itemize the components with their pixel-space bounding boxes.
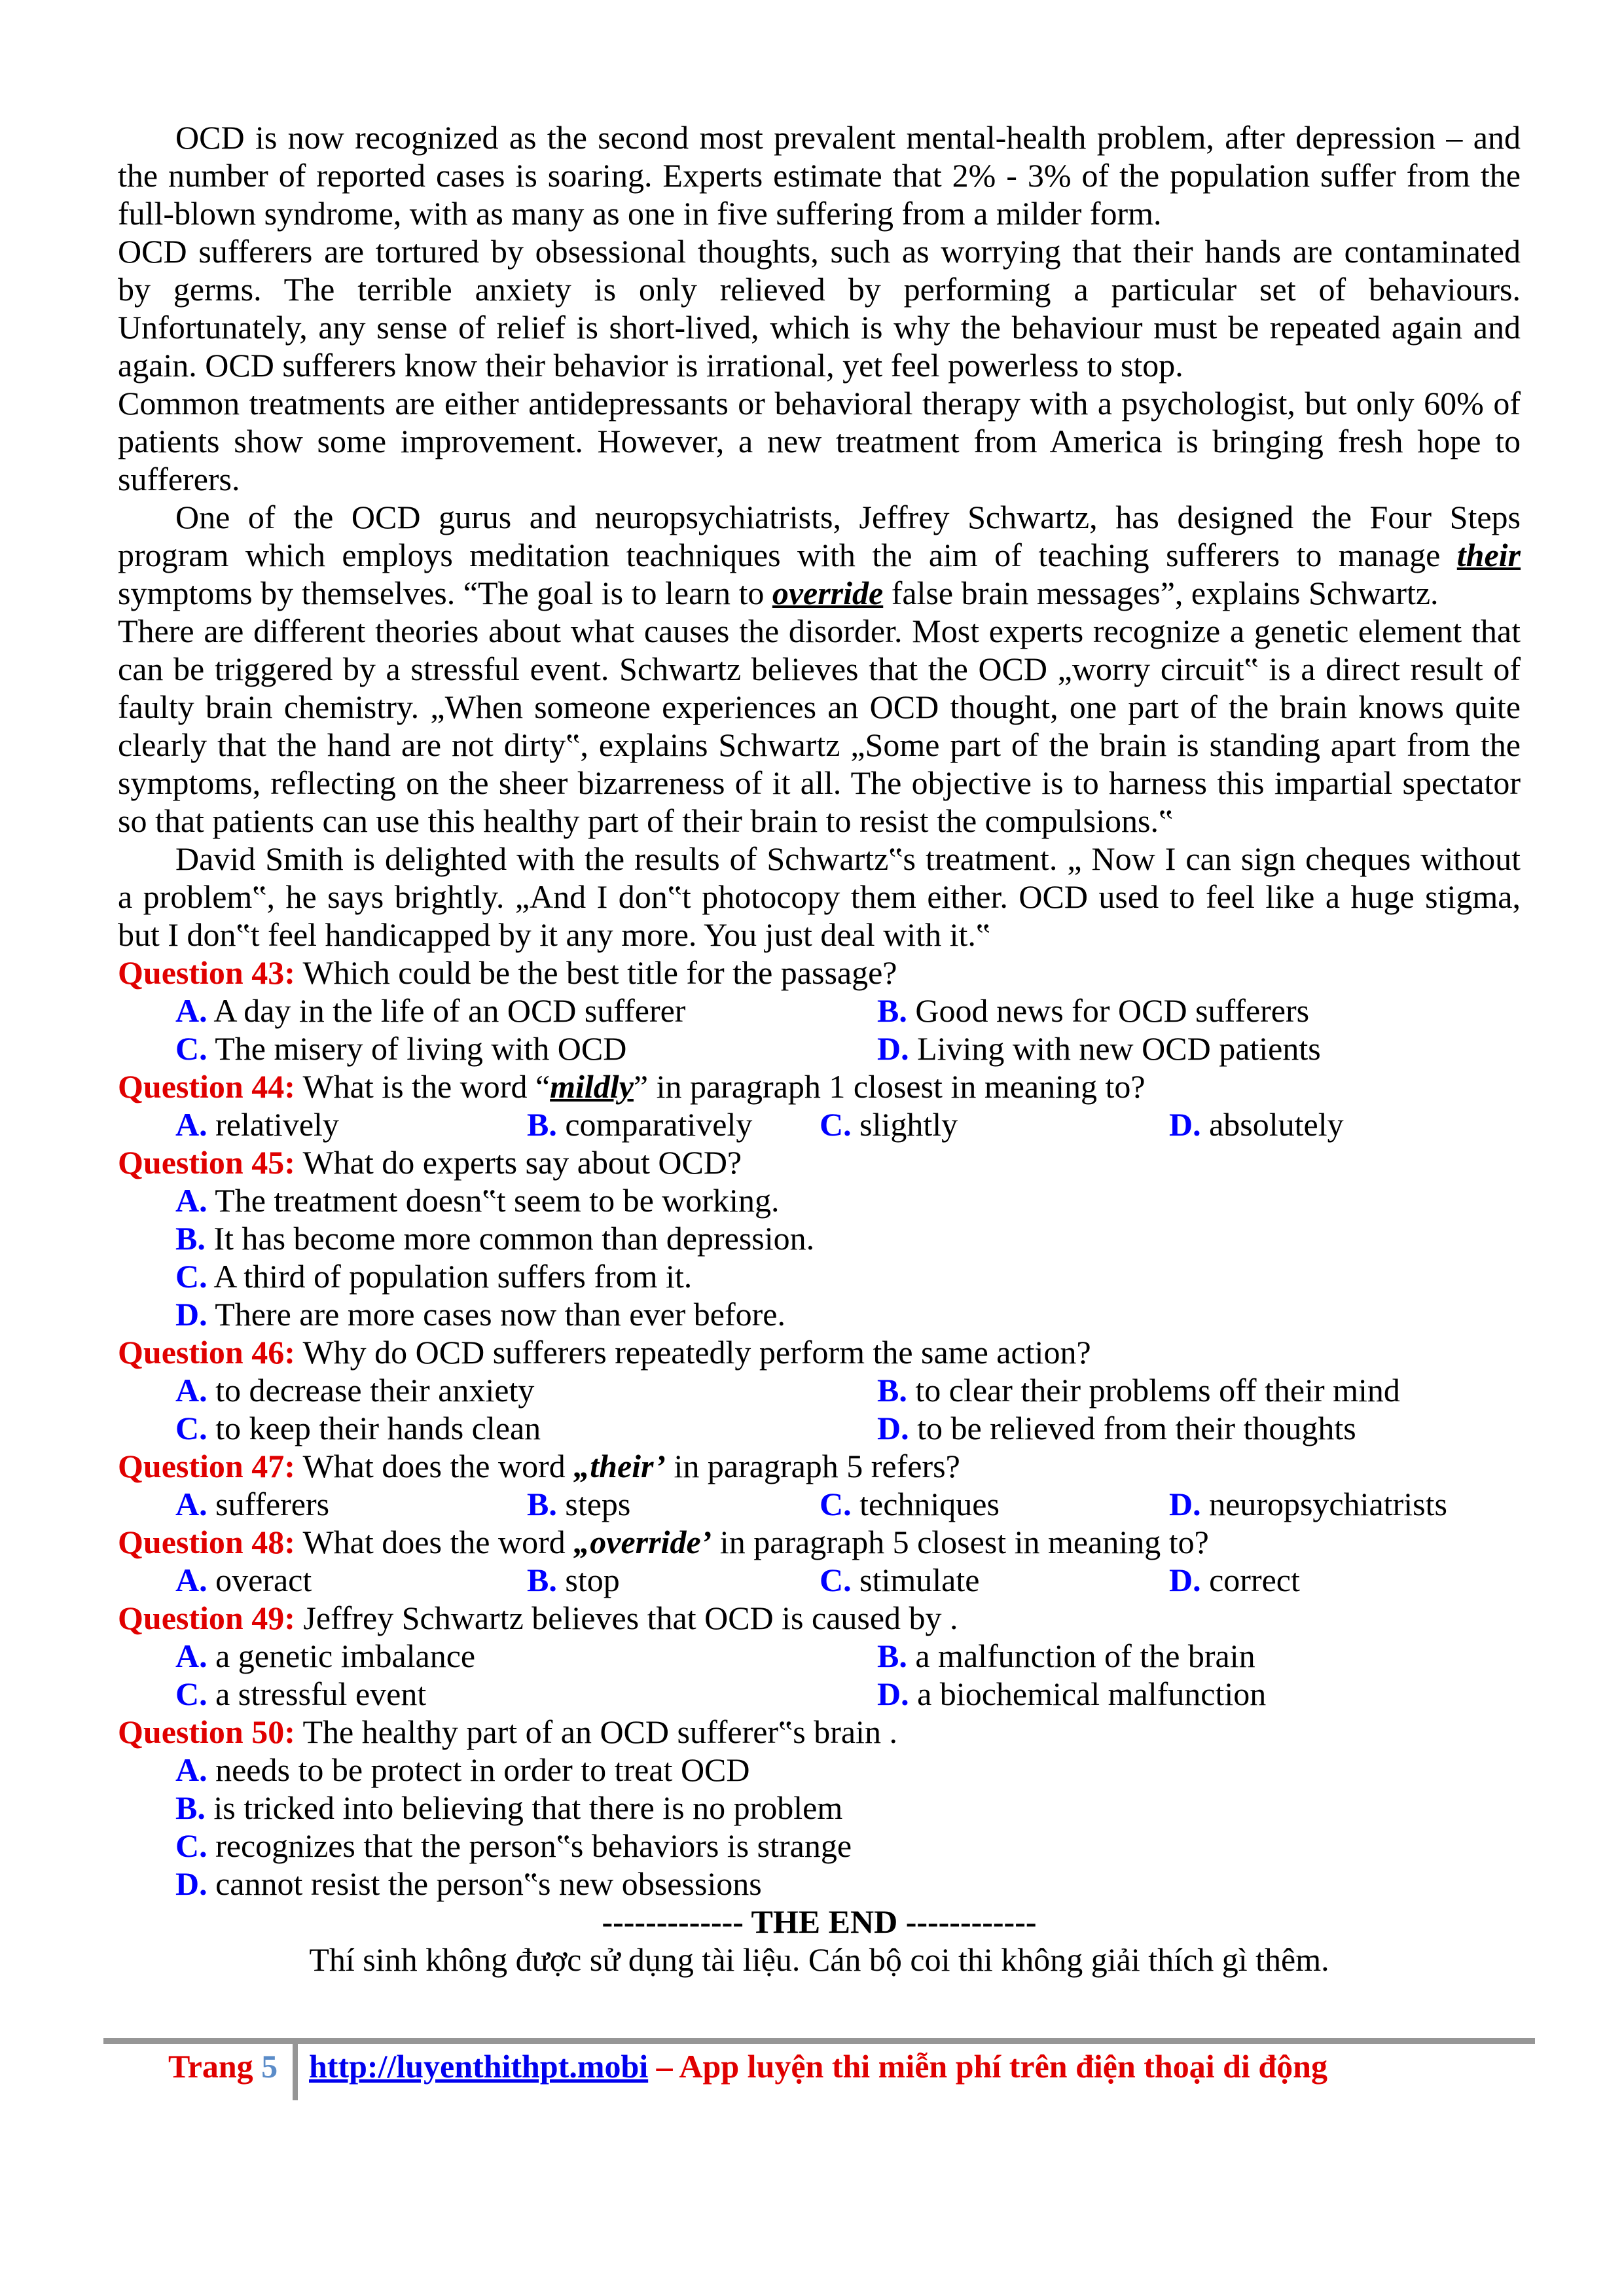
option-letter: B. [877, 1372, 907, 1408]
option-letter: B. [527, 1106, 557, 1143]
option-letter: C. [820, 1486, 852, 1522]
option-letter: B. [527, 1562, 557, 1598]
question-label: Question 49: [118, 1600, 295, 1636]
option-c[interactable] [820, 1561, 979, 1599]
option-text: needs to be protect in order to treat OCD [215, 1751, 750, 1788]
option-text: comparatively [565, 1106, 753, 1143]
option-letter: C. [175, 1258, 208, 1295]
option-text: overact [215, 1562, 312, 1598]
option-c[interactable] [175, 1409, 541, 1447]
option-letter: D. [877, 1676, 909, 1712]
option-letter: C. [820, 1562, 852, 1598]
option-letter: A. [175, 1751, 208, 1788]
passage-line: OCD is now recognized as the second most prevalent mental-health problem, after depression – and [175, 119, 1521, 156]
option-text: a stressful event [215, 1676, 427, 1712]
passage-line: by germs. The terrible anxiety is only relieved by performing a particular set of behaviours. [118, 271, 1521, 308]
highlighted-word-their: „their’ [573, 1448, 666, 1484]
question-44 [118, 1067, 1521, 1105]
passage-line: again. OCD sufferers know their behavior is irrational, yet feel powerless to stop. [118, 347, 1183, 384]
option-c[interactable] [118, 1827, 1521, 1865]
passage-line: One of the OCD gurus and neuropsychiatrists, Jeffrey Schwartz, has designed the Four Steps [175, 499, 1521, 535]
question-text: in paragraph 5 refers? [666, 1448, 960, 1484]
option-c[interactable] [820, 1485, 1000, 1523]
passage-line: Common treatments are either antidepressants or behavioral therapy with a psychologist, but only 60% of [118, 385, 1521, 422]
passage-line: Unfortunately, any sense of relief is short-lived, which is why the behaviour must be repeated again and [118, 309, 1521, 346]
option-text: steps [565, 1486, 631, 1522]
question-label: Question 48: [118, 1524, 295, 1560]
question-text: What does the word [302, 1524, 574, 1560]
question-text: What do experts say about OCD? [302, 1144, 742, 1181]
option-row [118, 1371, 1521, 1409]
option-text: The treatment doesn‟t seem to be working. [215, 1182, 780, 1219]
option-letter: B. [877, 992, 907, 1029]
option-row [118, 1485, 1521, 1523]
option-text: Living with new OCD patients [917, 1030, 1321, 1067]
option-letter: D. [877, 1410, 909, 1446]
option-letter: C. [820, 1106, 852, 1143]
question-label: Question 50: [118, 1713, 295, 1750]
option-text: absolutely [1209, 1106, 1344, 1143]
option-text: to be relieved from their thoughts [917, 1410, 1356, 1446]
question-text: Jeffrey Schwartz believes that OCD is caused by . [303, 1600, 958, 1636]
option-a[interactable] [175, 1485, 329, 1523]
exam-page [118, 118, 1521, 1979]
option-letter: A. [175, 1562, 208, 1598]
passage-line: a problem‟, he says brightly. „And I don‟t photocopy them either. OCD used to feel like a huge stigma, [118, 878, 1521, 915]
question-48 [118, 1523, 1521, 1561]
question-label: Question 46: [118, 1334, 295, 1371]
question-text: Which could be the best title for the passage? [302, 954, 897, 991]
passage-line: There are different theories about what causes the disorder. Most experts recognize a genetic element that [118, 613, 1521, 649]
page-number [168, 2047, 278, 2085]
option-a[interactable] [175, 992, 685, 1030]
option-text: recognizes that the person‟s behaviors is strange [215, 1827, 852, 1864]
option-text: slightly [859, 1106, 958, 1143]
page-label: Trang [168, 2048, 253, 2085]
option-a[interactable] [175, 1371, 534, 1409]
reading-passage [118, 118, 1521, 954]
option-letter: D. [175, 1865, 208, 1902]
option-d[interactable] [1169, 1105, 1344, 1143]
passage-line: so that patients can use this healthy part of their brain to resist the compulsions.‟ [118, 802, 1174, 839]
option-c[interactable] [175, 1675, 426, 1713]
passage-line: can be triggered by a stressful event. Schwartz believes that the OCD „worry circuit‟ is a direct result of [118, 651, 1521, 687]
option-letter: B. [175, 1220, 206, 1257]
option-letter: A. [175, 1486, 208, 1522]
option-row [118, 1409, 1521, 1447]
exam-note: Thí sinh không được sử dụng tài liệu. Cán bộ coi thi không giải thích gì thêm. [309, 1941, 1329, 1978]
option-text: There are more cases now than ever before. [215, 1296, 785, 1333]
question-label: Question 45: [118, 1144, 295, 1181]
option-letter: A. [175, 1182, 208, 1219]
option-letter: D. [175, 1296, 208, 1333]
option-row [118, 1105, 1521, 1143]
the-end-marker: ------------- THE END ------------ [602, 1903, 1037, 1940]
option-letter: B. [527, 1486, 557, 1522]
option-text: The misery of living with OCD [215, 1030, 627, 1067]
passage-line [118, 536, 1521, 574]
option-letter: A. [175, 1106, 208, 1143]
option-letter: B. [175, 1789, 206, 1826]
option-text: A day in the life of an OCD sufferer [213, 992, 686, 1029]
passage-line: full-blown syndrome, with as many as one in five suffering from a milder form. [118, 195, 1162, 232]
option-c[interactable] [118, 1257, 1521, 1295]
option-text: cannot resist the person‟s new obsessions [215, 1865, 762, 1902]
question-text: ” in paragraph 1 closest in meaning to? [633, 1068, 1146, 1105]
question-text: in paragraph 5 closest in meaning to? [712, 1524, 1209, 1560]
option-d[interactable] [118, 1865, 1521, 1903]
option-text: It has become more common than depression. [213, 1220, 815, 1257]
passage-line: David Smith is delighted with the results of Schwartz‟s treatment. „ Now I can sign cheques without [175, 840, 1521, 877]
option-letter: C. [175, 1676, 208, 1712]
question-text: What does the word [302, 1448, 574, 1484]
option-d[interactable] [118, 1295, 1521, 1333]
question-text: Why do OCD sufferers repeatedly perform the same action? [302, 1334, 1091, 1371]
website-link[interactable]: http://luyenthithpt.mobi [309, 2048, 649, 2085]
passage-line: OCD sufferers are tortured by obsessional thoughts, such as worrying that their hands are contaminated [118, 233, 1521, 270]
option-a[interactable] [175, 1105, 339, 1143]
option-row [118, 992, 1521, 1030]
option-letter: B. [877, 1638, 907, 1674]
passage-line: sufferers. [118, 461, 240, 497]
highlighted-word-their: their [1456, 537, 1521, 573]
option-b[interactable] [877, 1371, 1400, 1409]
option-d[interactable] [1169, 1485, 1447, 1523]
option-d[interactable] [1169, 1561, 1300, 1599]
question-label: Question 44: [118, 1068, 295, 1105]
option-b[interactable] [118, 1789, 1521, 1827]
question-49 [118, 1599, 1521, 1637]
highlighted-word-override: „override’ [573, 1524, 712, 1560]
option-text: to decrease their anxiety [215, 1372, 535, 1408]
question-45 [118, 1143, 1521, 1181]
option-text: Good news for OCD sufferers [915, 992, 1310, 1029]
option-text: a genetic imbalance [215, 1638, 476, 1674]
option-a[interactable] [175, 1561, 312, 1599]
highlighted-word-mildly: mildly [550, 1068, 634, 1105]
option-b[interactable] [877, 992, 1309, 1030]
option-row [118, 1675, 1521, 1713]
option-row [118, 1030, 1521, 1067]
question-47 [118, 1447, 1521, 1485]
option-text: A third of population suffers from it. [213, 1258, 693, 1295]
option-a[interactable] [118, 1751, 1521, 1789]
option-d[interactable] [877, 1675, 1266, 1713]
option-text: stop [565, 1562, 620, 1598]
question-label: Question 47: [118, 1448, 295, 1484]
passage-line: patients show some improvement. However, a new treatment from America is bringing fresh hope to [118, 423, 1521, 459]
option-text: sufferers [215, 1486, 330, 1522]
option-a[interactable] [175, 1637, 475, 1675]
option-text: a biochemical malfunction [917, 1676, 1267, 1712]
option-b[interactable] [118, 1219, 1521, 1257]
option-letter: D. [877, 1030, 909, 1067]
passage-line: but I don‟t feel handicapped by it any more. You just deal with it.‟ [118, 916, 991, 953]
option-c[interactable] [175, 1030, 626, 1067]
option-text: to keep their hands clean [215, 1410, 541, 1446]
passage-line: symptoms, reflecting on the sheer bizarreness of it all. The objective is to harness this impartial spectator [118, 764, 1521, 801]
option-letter: D. [1169, 1562, 1201, 1598]
question-46 [118, 1333, 1521, 1371]
footer-separator [293, 2044, 298, 2100]
option-letter: C. [175, 1030, 208, 1067]
passage-line [118, 574, 1521, 612]
option-text: to clear their problems off their mind [915, 1372, 1400, 1408]
option-text: is tricked into believing that there is no problem [213, 1789, 843, 1826]
option-text: relatively [215, 1106, 339, 1143]
option-d[interactable] [877, 1409, 1356, 1447]
option-b[interactable] [877, 1637, 1255, 1675]
option-d[interactable] [877, 1030, 1321, 1067]
option-text: neuropsychiatrists [1209, 1486, 1447, 1522]
option-text: correct [1209, 1562, 1300, 1598]
page-number-value: 5 [261, 2048, 278, 2085]
footer-text [309, 2047, 1327, 2085]
question-text: What is the word “ [302, 1068, 550, 1105]
option-text: stimulate [859, 1562, 980, 1598]
footer-tagline: – App luyện thi miễn phí trên điện thoại di động [648, 2048, 1327, 2085]
passage-line: clearly that the hand are not dirty‟, explains Schwartz „Some part of the brain is standing apart from the [118, 726, 1521, 763]
option-letter: D. [1169, 1106, 1201, 1143]
option-letter: D. [1169, 1486, 1201, 1522]
option-letter: A. [175, 1638, 208, 1674]
option-b[interactable] [527, 1485, 630, 1523]
footer-divider [103, 2038, 1535, 2044]
option-b[interactable] [527, 1561, 620, 1599]
option-text: techniques [859, 1486, 1000, 1522]
passage-text: false brain messages”, explains Schwartz. [891, 575, 1439, 611]
option-c[interactable] [820, 1105, 958, 1143]
option-row [118, 1561, 1521, 1599]
passage-text: symptoms by themselves. “The goal is to learn to [118, 575, 765, 611]
passage-line: faulty brain chemistry. „When someone experiences an OCD thought, one part of the brain knows quite [118, 689, 1521, 725]
option-letter: C. [175, 1410, 208, 1446]
option-row [118, 1637, 1521, 1675]
option-letter: A. [175, 1372, 208, 1408]
highlighted-word-override: override [772, 575, 884, 611]
passage-text: program which employs meditation teachniques with the aim of teaching sufferers to manage [118, 537, 1441, 573]
question-text: The healthy part of an OCD sufferer‟s brain . [302, 1713, 897, 1750]
question-43 [118, 954, 1521, 992]
option-text: a malfunction of the brain [915, 1638, 1255, 1674]
option-a[interactable] [118, 1181, 1521, 1219]
option-letter: C. [175, 1827, 208, 1864]
passage-line: the number of reported cases is soaring. Experts estimate that 2% - 3% of the population suffer from the [118, 157, 1521, 194]
question-label: Question 43: [118, 954, 295, 991]
question-50 [118, 1713, 1521, 1751]
option-b[interactable] [527, 1105, 752, 1143]
option-letter: A. [175, 992, 208, 1029]
